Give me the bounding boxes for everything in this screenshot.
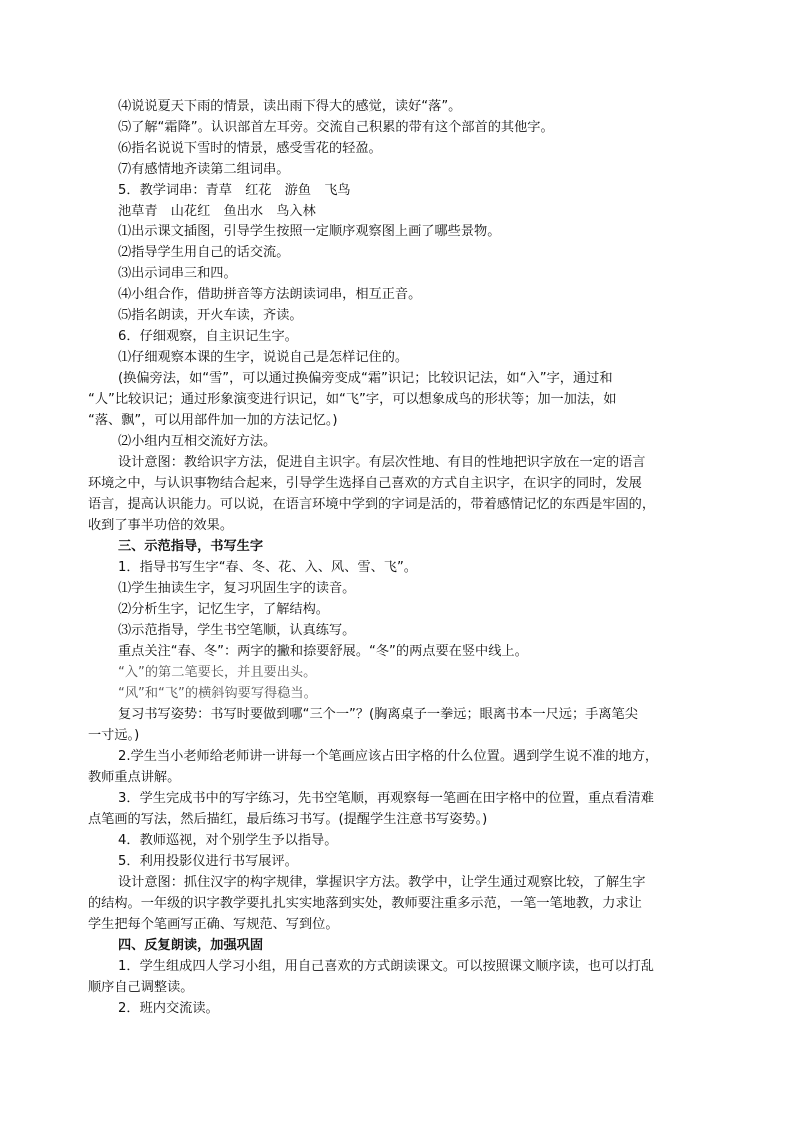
text-line: (换偏旁法，如“雪”，可以通过换偏旁变成“霜”识记；比较识记法，如“入”字，通过和 xyxy=(118,371,613,386)
text-line: 收到了事半功倍的效果。 xyxy=(88,518,234,533)
text-line: 4．教师巡视，对个别学生予以指导。 xyxy=(118,833,338,848)
text-line: “入”的第二笔要长，并且要出头。 xyxy=(118,665,317,680)
text-line: “落、飘”，可以用部件加一加的方法记忆。) xyxy=(88,413,338,428)
text-line: 2．班内交流读。 xyxy=(118,1001,219,1016)
text-line: 学生把每个笔画写正确、写规范、写到位。 xyxy=(88,917,339,932)
text-line: 语言，提高认识能力。可以说，在语言环境中学到的字词是活的，带着感情记忆的东西是牢固的， xyxy=(88,497,656,512)
text-line: ⑴出示课文插图，引导学生按照一定顺序观察图上画了哪些景物。 xyxy=(118,224,501,239)
text-line: 5．利用投影仪进行书写展评。 xyxy=(118,854,298,869)
text-line: 环境之中，与认识事物结合起来，引导学生选择自己喜欢的方式自主识字，在识字的同时，发展 xyxy=(88,476,642,491)
text-line: 1．指导书写生字“春、冬、花、入、风、雪、飞”。 xyxy=(118,560,417,575)
text-line: 一寸远。) xyxy=(88,728,140,743)
text-line: ⑴仔细观察本课的生字，说说自己是怎样记住的。 xyxy=(118,350,409,365)
text-line: ⑵小组内互相交流好方法。 xyxy=(118,434,277,449)
text-line: 顺序自己调整读。 xyxy=(88,980,194,995)
text-line: 教师重点讲解。 xyxy=(88,770,181,785)
text-line: 1．学生组成四人学习小组，用自己喜欢的方式朗读课文。可以按照课文顺序读，也可以打乱 xyxy=(118,959,654,974)
text-line: ⑺有感情地齐读第二组词串。 xyxy=(118,162,290,177)
text-line: 6．仔细观察，自主识记生字。 xyxy=(118,329,298,344)
text-line: 重点关注“春、冬”：两字的撇和捺要舒展。“冬”的两点要在竖中线上。 xyxy=(118,644,528,659)
text-line: ⑵分析生字，记忆生字，了解结构。 xyxy=(118,602,329,617)
text-line: ⑶出示词串三和四。 xyxy=(118,266,237,281)
text-line: 2.学生当小老师给老师讲一讲每一个笔画应该占田字格的什么位置。遇到学生说不准的地方， xyxy=(118,749,659,764)
section-heading: 三、示范指导，书写生字 xyxy=(118,539,264,554)
text-line: 复习书写姿势：书写时要做到哪“三个一”？(胸离桌子一拳远；眼离书本一尺远；手离笔尖 xyxy=(118,707,638,722)
text-line: ⑴学生抽读生字，复习巩固生字的读音。 xyxy=(118,581,356,596)
text-line: “风”和“飞”的横斜钩要写得稳当。 xyxy=(118,686,317,701)
text-line: 的结构。一年级的识字教学要扎扎实实地落到实处，教师要注重多示范，一笔一笔地教，力求让 xyxy=(88,896,642,911)
section-heading: 四、反复朗读，加强巩固 xyxy=(118,938,264,953)
text-line: 5．教学词串：青草 红花 游鱼 飞鸟 xyxy=(118,183,351,198)
text-line: ⑸了解“霜降”。认识部首左耳旁。交流自己积累的带有这个部首的其他字。 xyxy=(118,120,554,135)
text-line: ⑷说说夏天下雨的情景，读出雨下得大的感觉，读好“落”。 xyxy=(118,99,462,114)
text-line: “人”比较识记；通过形象演变进行识记，如“飞”字，可以想象成鸟的形状等；加一加法，如 xyxy=(88,392,617,407)
text-line: 设计意图：教给识字方法，促进自主识字。有层次性地、有目的性地把识字放在一定的语言 xyxy=(118,455,646,470)
text-line: ⑶示范指导，学生书空笔顺，认真练写。 xyxy=(118,623,356,638)
text-line: 3．学生完成书中的写字练习，先书空笔顺，再观察每一笔画在田字格中的位置，重点看清难 xyxy=(118,791,654,806)
text-line: ⑷小组合作，借助拼音等方法朗读词串，相互正音。 xyxy=(118,287,422,302)
text-line: ⑵指导学生用自己的话交流。 xyxy=(118,245,290,260)
text-line: ⑹指名说说下雪时的情景，感受雪花的轻盈。 xyxy=(118,141,382,156)
text-line: ⑸指名朗读，开火车读，齐读。 xyxy=(118,308,303,323)
text-line: 池草青 山花红 鱼出水 鸟入林 xyxy=(118,204,316,219)
text-line: 点笔画的写法，然后描红，最后练习书写。(提醒学生注意书写姿势。) xyxy=(88,812,488,827)
text-line: 设计意图：抓住汉字的构字规律，掌握识字方法。教学中，让学生通过观察比较，了解生字 xyxy=(118,875,646,890)
